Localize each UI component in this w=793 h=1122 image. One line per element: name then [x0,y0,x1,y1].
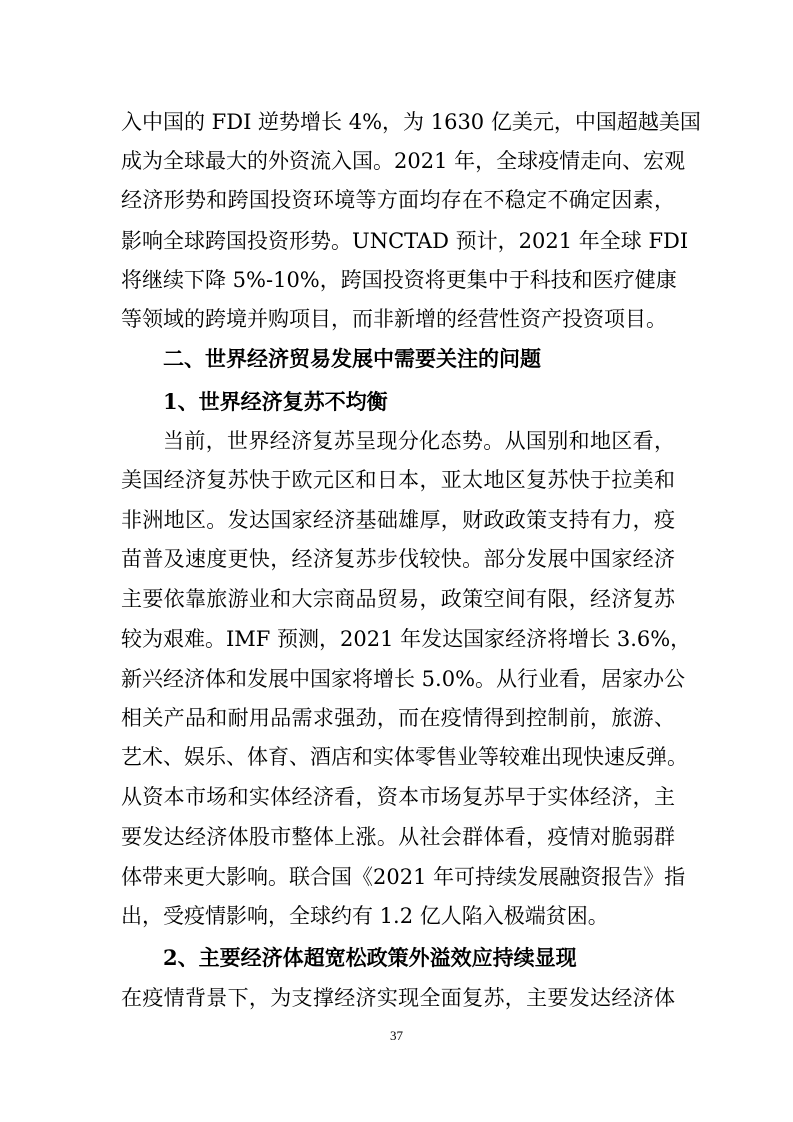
paragraph-line: 在疫情背景下，为支撑经济实现全面复苏，主要发达经济体 [121,986,675,1010]
paragraph-line: 较为艰难。IMF 预测，2021 年发达国家经济将增长 3.6%， [121,627,692,651]
paragraph-line: 相关产品和耐用品需求强劲，而在疫情得到控制前，旅游、 [121,706,675,730]
paragraph-line: 美国经济复苏快于欧元区和日本，亚太地区复苏快于拉美和 [121,468,675,492]
paragraph-line: 经济形势和跨国投资环境等方面均存在不稳定不确定因素， [121,188,675,212]
paragraph-line: 入中国的 FDI 逆势增长 4%，为 1630 亿美元，中国超越美国 [121,110,701,134]
paragraph-line: 新兴经济体和发展中国家将增长 5.0%。从行业看，居家办公 [121,667,686,691]
paragraph-line: 成为全球最大的外资流入国。2021 年，全球疫情走向、宏观 [121,149,686,173]
paragraph-line: 要发达经济体股市整体上涨。从社会群体看，疫情对脆弱群 [121,825,675,849]
paragraph-line: 非洲地区。发达国家经济基础雄厚，财政政策支持有力，疫 [121,508,675,532]
paragraph-line: 从资本市场和实体经济看，资本市场复苏早于实体经济，主 [121,785,675,809]
paragraph-line: 将继续下降 5%-10%，跨国投资将更集中于科技和医疗健康 [121,268,677,292]
paragraph-line: 等领域的跨境并购项目，而非新增的经营性资产投资项目。 [121,307,667,331]
paragraph-line: 当前，世界经济复苏呈现分化态势。从国别和地区看， [163,429,675,453]
paragraph-line: 苗普及速度更快，经济复苏步伐较快。部分发展中国家经济 [121,547,675,571]
paragraph-line: 艺术、娱乐、体育、酒店和实体零售业等较难出现快速反弹。 [121,745,688,769]
paragraph-line: 出，受疫情影响，全球约有 1.2 亿人陷入极端贫困。 [121,904,609,928]
section-heading: 二、世界经济贸易发展中需要关注的问题 [163,346,541,371]
paragraph-line: 体带来更大影响。联合国《2021 年可持续发展融资报告》指 [121,865,686,889]
subsection-heading: 1、世界经济复苏不均衡 [163,389,388,414]
page-number: 37 [390,1028,403,1043]
subsection-heading: 2、主要经济体超宽松政策外溢效应持续显现 [163,945,577,970]
paragraph-line: 主要依靠旅游业和大宗商品贸易，政策空间有限，经济复苏 [121,587,675,611]
paragraph-line: 影响全球跨国投资形势。UNCTAD 预计，2021 年全球 FDI [121,229,689,253]
